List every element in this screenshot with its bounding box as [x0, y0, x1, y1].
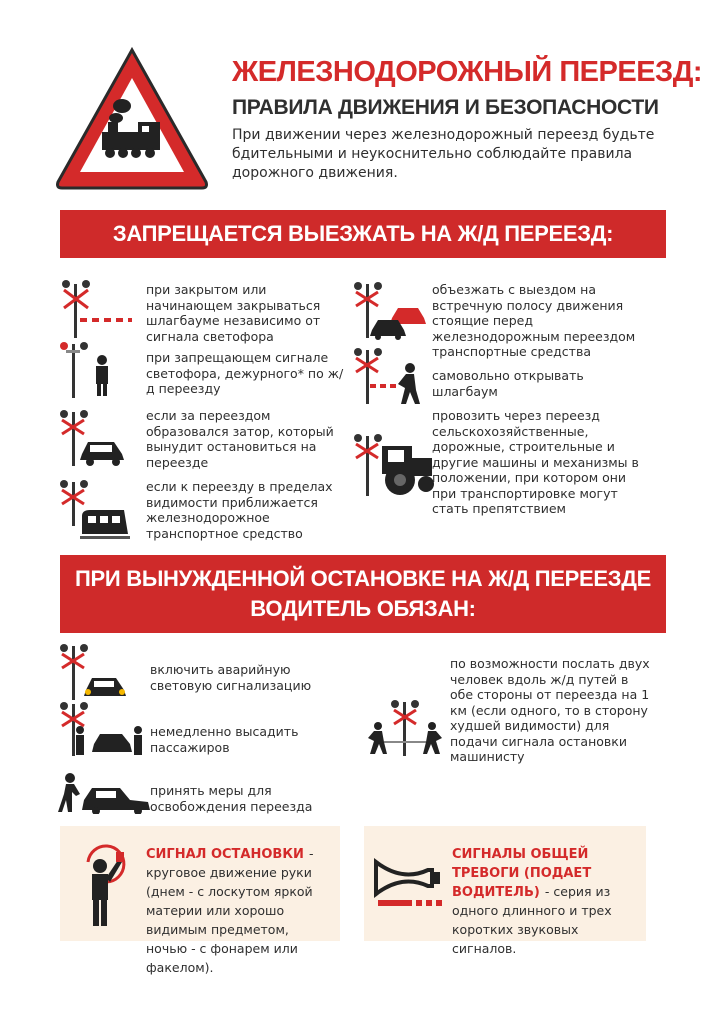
intro-text: При движении через железнодорожный переезд будьте бдительными и неукоснительно соблюдайте правила дорожного движения.: [232, 127, 655, 181]
prohibition-item: если к переезду в пределах видимости приближается железнодорожное транспортное средство: [146, 479, 333, 541]
prohibition-item: при запрещающем сигнале светофора, дежурного* по ж/д переезду: [146, 350, 344, 396]
alarm-signal-desc: [452, 843, 638, 957]
crossing-tractor-icon: [352, 432, 436, 498]
section1-banner: ЗАПРЕЩАЕТСЯ ВЫЕЗЖАТЬ НА Ж/Д ПЕРЕЕЗД:: [60, 210, 666, 258]
crossing-barrier-person-icon: [352, 346, 428, 406]
crossing-hazard-car-icon: [58, 642, 130, 702]
people-both-sides-icon: [366, 698, 444, 758]
crossing-train-icon: [58, 478, 130, 540]
push-car-icon: [58, 770, 154, 814]
section2-banner: [60, 555, 666, 633]
crossing-barrier-icon: [58, 278, 134, 338]
train-warning-sign-icon: [52, 44, 212, 194]
stop-signal-text: - круговое движение руки (днем - с лоскутом яркой материи или хорошо видимым предметом, ночью - с фонарем или факелом).: [146, 846, 314, 975]
stop-signal-title: СИГНАЛ ОСТАНОВКИ: [146, 847, 304, 862]
duty-item: включить аварийную световую сигнализацию: [150, 662, 312, 693]
duty-item: немедленно высадить пассажиров: [150, 724, 299, 755]
section2-title-line1: ПРИ ВЫНУЖДЕННОЙ ОСТАНОВКЕ НА Ж/Д ПЕРЕЕЗДЕ: [75, 566, 651, 591]
prohibition-item: при закрытом или начинающем закрываться шлагбауме независимо от сигнала светофора: [146, 282, 321, 344]
prohibition-item: самовольно открывать шлагбаум: [432, 368, 584, 399]
prohibition-item: провозить через переезд сельскохозяйственные, дорожные, строительные и другие машины и механизмы в положении, при котором они при транспортировке могут стать препятствием: [432, 408, 639, 516]
page-subtitle: ПРАВИЛА ДВИЖЕНИЯ И БЕЗОПАСНОСТИ: [232, 96, 659, 119]
section2-title-line2: ВОДИТЕЛЬ ОБЯЗАН:: [250, 596, 476, 621]
page-title: ЖЕЛЕЗНОДОРОЖНЫЙ ПЕРЕЕЗД:: [232, 56, 703, 88]
alarm-signal-text: - серия из одного длинного и трех коротких звуковых сигналов.: [452, 884, 612, 956]
crossing-signal-person-icon: [58, 340, 118, 398]
duty-item: принять меры для освобождения переезда: [150, 783, 313, 814]
prohibition-item: объезжать с выездом на встречную полосу движения стоящие перед железнодорожным переездом транспортные средства: [432, 282, 636, 359]
crossing-car-icon: [58, 408, 128, 466]
horn-icon: [372, 856, 446, 910]
duty-item: по возможности послать двух человек вдоль ж/д путей в обе стороны от переезда на 1 км (если одного, то в сторону худшей видимости) для подачи сигнала остановки машинисту: [450, 656, 650, 764]
stop-signal-desc: [146, 843, 326, 976]
crossing-overtake-icon: [352, 280, 428, 340]
prohibition-item: если за переездом образовался затор, который вынудит остановиться на переезде: [146, 408, 334, 470]
crossing-passengers-icon: [58, 700, 150, 758]
alarm-signal-title: СИГНАЛЫ ОБЩЕЙ ТРЕВОГИ (ПОДАЕТ ВОДИТЕЛЬ): [452, 847, 592, 900]
stop-signal-person-icon: [80, 842, 134, 928]
